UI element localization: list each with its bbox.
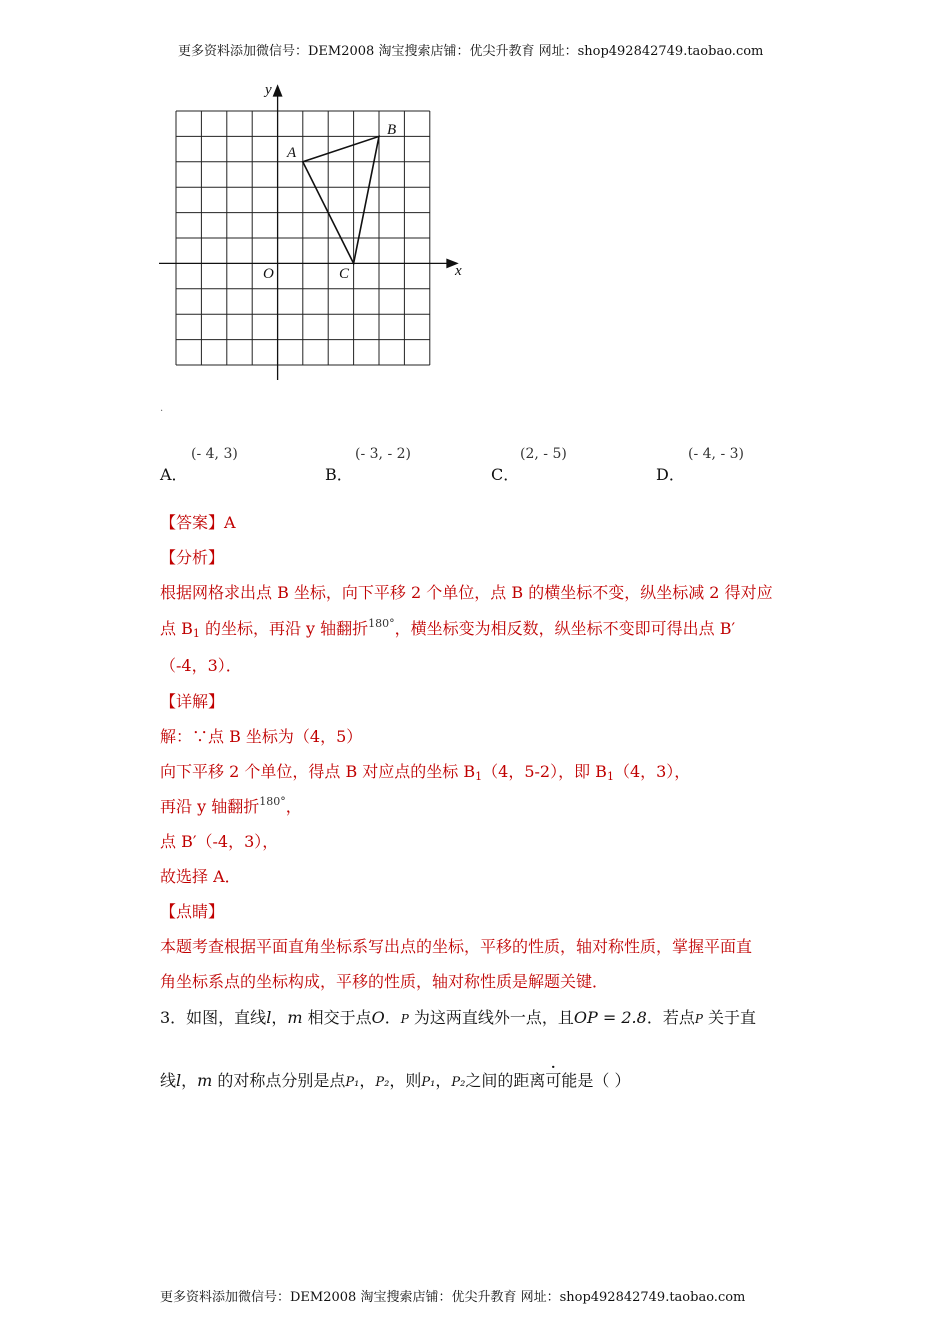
analysis-line-1: 根据网格求出点 B 坐标，向下平移 2 个单位，点 B 的横坐标不变，纵坐标减 2 得对应 <box>160 583 773 602</box>
option-b-label: B． <box>325 465 353 484</box>
option-c-label: C． <box>491 465 520 484</box>
q3-p1: P₁ <box>345 1075 360 1090</box>
q3-then: ，则 <box>389 1071 422 1090</box>
stray-mark: . <box>160 403 164 414</box>
answer-tag: 【答案】 <box>160 513 225 532</box>
detail-b1-subscript-b: 1 <box>606 770 614 783</box>
q3-point-p-2: P <box>694 1012 703 1026</box>
option-c-value: (2, - 5) <box>520 446 567 462</box>
q3-period: ． <box>384 1008 401 1027</box>
detail-line-3a: 再沿 y 轴翻折 <box>160 797 260 816</box>
analysis-line-3: （-4，3）． <box>160 656 242 675</box>
detail-line-3b: ， <box>285 797 302 816</box>
q3-p1-2: P₁ <box>421 1075 436 1090</box>
option-b-value: (- 3, - 2) <box>355 446 411 462</box>
q3-point-p: P <box>400 1012 409 1026</box>
detail-line-2 <box>160 759 690 783</box>
q3-p2-2: P₂ <box>451 1075 466 1090</box>
q3-intersect: 相交于点 <box>302 1008 372 1027</box>
q3-distance: 之间的距离 <box>465 1071 546 1090</box>
q3-p2: P₂ <box>375 1075 390 1090</box>
y-axis-label: y <box>265 82 272 98</box>
origin-label: O <box>263 266 274 282</box>
detail-b1-subscript-a: 1 <box>475 770 483 783</box>
detail-line-1: 解：∵点 B 坐标为（4，5） <box>160 727 363 746</box>
q3-intro: 3．如图，直线 <box>160 1008 267 1027</box>
answer-line <box>160 510 236 533</box>
detail-degree: 180° <box>259 795 286 808</box>
q3-line-l-2: l <box>176 1071 182 1090</box>
page-header: 更多资料添加微信号：DEM2008 淘宝搜索店铺：优尖升教育 网址：shop492842749.taobao.com <box>178 44 764 59</box>
q3-blank: 是（ ） <box>577 1071 631 1090</box>
x-axis-label: x <box>455 263 462 279</box>
coordinate-grid-figure <box>155 78 475 388</box>
analysis-degree: 180° <box>368 617 395 630</box>
q3-sep-3: ， <box>359 1071 376 1090</box>
point-a-label: A <box>287 145 297 161</box>
analysis-b1-subscript: 1 <box>192 627 200 640</box>
q3-op-value: OP = 2.8 <box>573 1008 647 1027</box>
question-3-line-1 <box>160 1005 756 1028</box>
point-b-label: B <box>387 122 397 138</box>
q3-line-l: l <box>266 1008 272 1027</box>
q3-line-word: 线 <box>160 1071 177 1090</box>
axes <box>159 86 457 380</box>
q3-about: 关于直 <box>702 1008 756 1027</box>
q3-sep: ， <box>271 1008 288 1027</box>
q3-sep-2: ， <box>181 1071 198 1090</box>
q3-if-point: ．若点 <box>646 1008 695 1027</box>
analysis-line-2c: ，横坐标变为相反数，纵坐标不变即可得出点 B′ <box>394 619 736 638</box>
analysis-line-2 <box>160 616 735 640</box>
detail-line-4: 点 B′（-4，3）， <box>160 832 279 851</box>
option-d-label: D． <box>656 465 685 484</box>
q3-point-o: O <box>371 1008 385 1027</box>
page-footer: 更多资料添加微信号：DEM2008 淘宝搜索店铺：优尖升教育 网址：shop492842749.taobao.com <box>160 1290 746 1305</box>
answer-value: A <box>224 513 236 532</box>
q3-emphasis: 可能 <box>545 1071 578 1090</box>
analysis-tag: 【分析】 <box>160 548 225 567</box>
question-3-line-2 <box>160 1068 630 1091</box>
q3-symmetric: 的对称点分别是点 <box>212 1071 346 1090</box>
detail-tag: 【详解】 <box>160 692 225 711</box>
detail-line-2c: （4，3）， <box>613 762 691 781</box>
grid <box>176 111 430 365</box>
comment-line-2: 角坐标系点的坐标构成，平移的性质，轴对称性质是解题关键． <box>160 972 609 991</box>
comment-tag: 【点睛】 <box>160 902 225 921</box>
option-d-value: (- 4, - 3) <box>688 446 744 462</box>
triangle-abc <box>303 136 379 263</box>
detail-line-3 <box>160 794 302 817</box>
q3-line-m-2: m <box>197 1071 213 1090</box>
detail-line-2b: （4，5-2），即 B <box>482 762 607 781</box>
comment-line-1: 本题考查根据平面直角坐标系写出点的坐标，平移的性质，轴对称性质，掌握平面直 <box>160 937 753 956</box>
detail-line-5: 故选择 A． <box>160 867 241 886</box>
point-c-label: C <box>339 266 350 282</box>
option-a-value: (- 4, 3) <box>191 446 238 462</box>
analysis-line-2b: 的坐标，再沿 y 轴翻折 <box>199 619 369 638</box>
q3-line-m: m <box>287 1008 303 1027</box>
option-a-label: A． <box>160 465 188 484</box>
q3-sep-4: ， <box>435 1071 452 1090</box>
detail-line-2a: 向下平移 2 个单位，得点 B 对应点的坐标 B <box>160 762 476 781</box>
analysis-line-2a: 点 B <box>160 619 193 638</box>
q3-outside: 为这两直线外一点，且 <box>408 1008 574 1027</box>
